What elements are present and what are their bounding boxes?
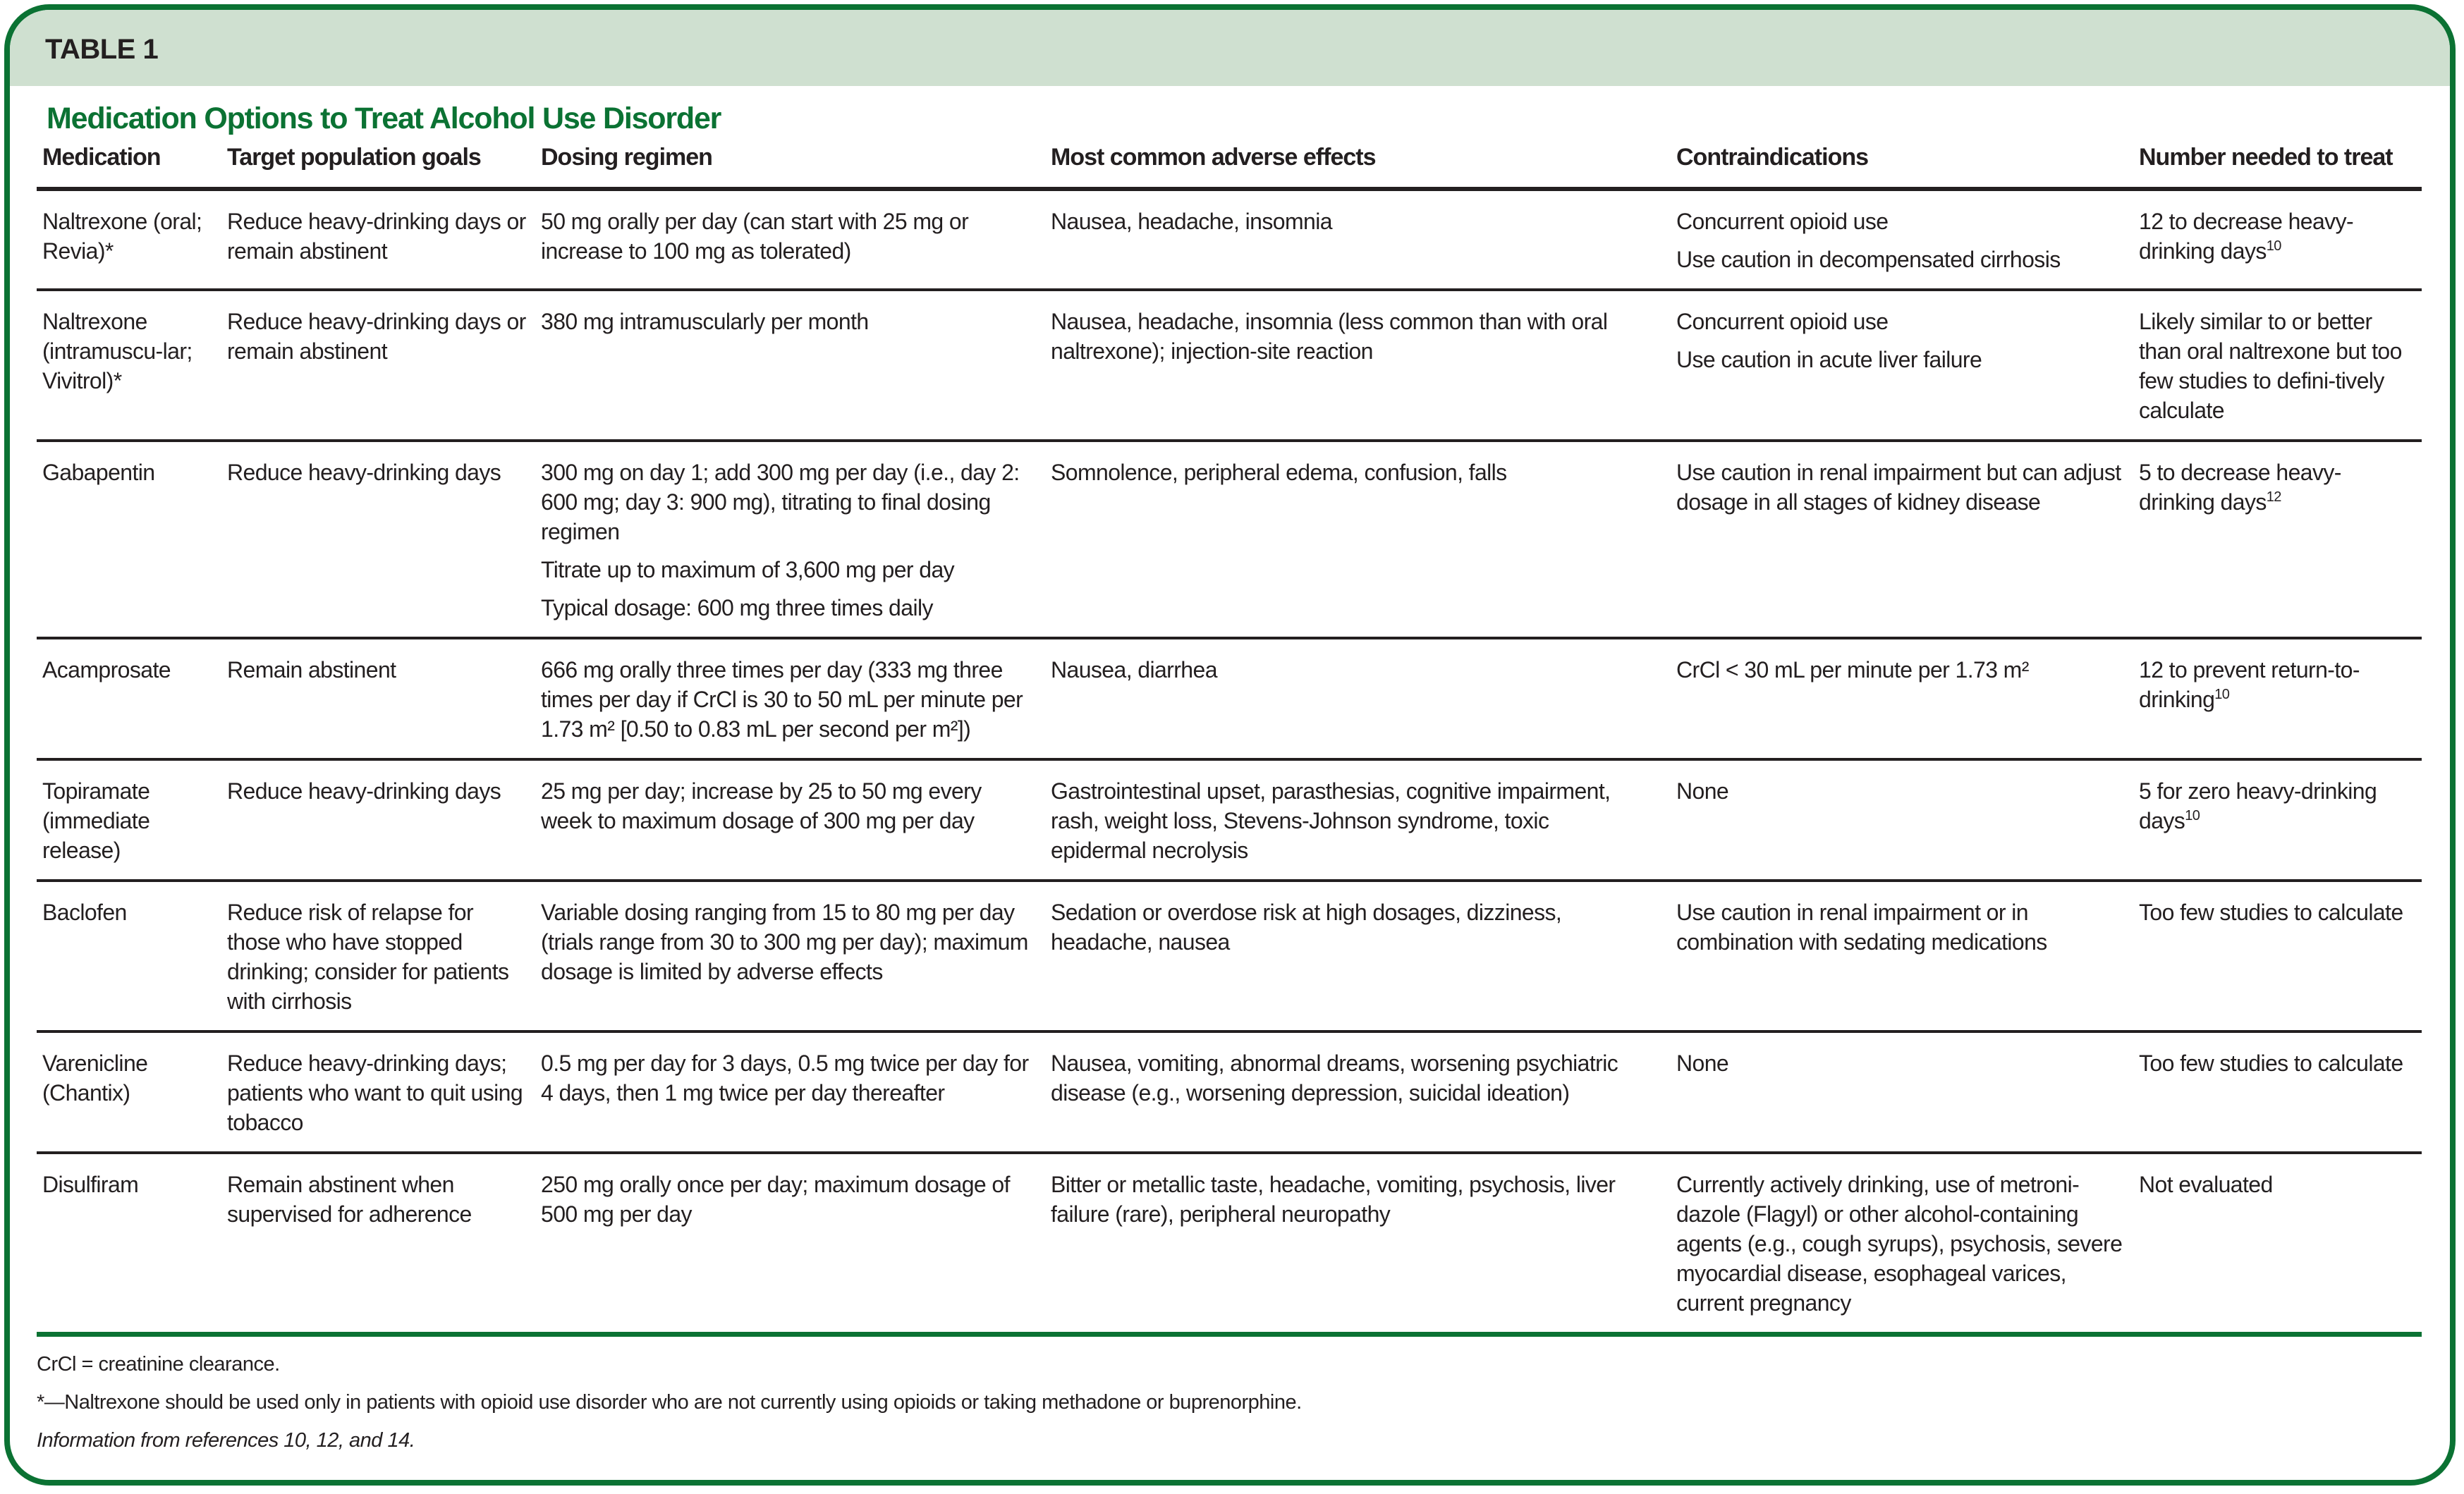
contraindication-item: Concurrent opioid use	[1676, 309, 1889, 334]
nnt-value	[2139, 900, 2403, 925]
nnt-value	[2139, 657, 2360, 712]
table-title: Medication Options to Treat Alcohol Use Disorder	[47, 102, 721, 135]
cell-medication	[37, 638, 221, 759]
cell-medication	[37, 881, 221, 1031]
dosing-paragraph: Variable dosing ranging from 15 to 80 mg per day (trials range from 30 to 300 mg per day); maximum dosage is limited by adverse effects	[541, 900, 1028, 984]
adverse-effects: Nausea, diarrhea	[1051, 657, 1217, 682]
cell-target	[221, 881, 535, 1031]
nnt-text: Too few studies to calculate	[2139, 1051, 2403, 1076]
footnote-abbrev: CrCl = creatinine clearance.	[37, 1353, 280, 1376]
dosing-paragraph: 25 mg per day; increase by 25 to 50 mg every week to maximum dosage of 300 mg per day	[541, 778, 982, 833]
cell-target	[221, 189, 535, 290]
nnt-value	[2139, 778, 2377, 833]
cell-nnt	[2133, 759, 2422, 881]
nnt-text: 5 for zero heavy-drinking days	[2139, 778, 2377, 833]
table-row	[37, 1031, 2422, 1153]
cell-adverse	[1045, 638, 1634, 759]
cell-target	[221, 290, 535, 441]
nnt-text: Not evaluated	[2139, 1172, 2273, 1197]
cell-dosing	[535, 881, 1045, 1031]
cell-medication	[37, 759, 221, 881]
dosing-paragraph: Titrate up to maximum of 3,600 mg per day	[541, 557, 955, 582]
footnote-source: Information from references 10, 12, and 14.	[37, 1429, 415, 1452]
reference-superscript: 12	[2266, 489, 2281, 505]
footnote-asterisk: *—Naltrexone should be used only in patients with opioid use disorder who are not currently using opioids or taking methadone or buprenorphine.	[37, 1391, 1302, 1414]
medication-name: Gabapentin	[42, 460, 155, 485]
contraindication-item: Use caution in renal impairment but can adjust dosage in all stages of kidney disease	[1676, 460, 2121, 515]
cell-nnt	[2133, 638, 2422, 759]
cell-adverse	[1045, 759, 1634, 881]
table-row	[37, 638, 2422, 759]
nnt-value	[2139, 1172, 2273, 1197]
target-goal: Reduce heavy-drinking days; patients who want to quit using tobacco	[227, 1051, 523, 1135]
cell-target	[221, 759, 535, 881]
contraindication-item: Concurrent opioid use	[1676, 209, 1889, 234]
medication-name: Disulfiram	[42, 1172, 139, 1197]
adverse-effects: Nausea, headache, insomnia	[1051, 209, 1332, 234]
target-goal: Remain abstinent when supervised for adherence	[227, 1172, 472, 1227]
adverse-effects: Bitter or metallic taste, headache, vomiting, psychosis, liver failure (rare), peripheral neuropathy	[1051, 1172, 1616, 1227]
cell-dosing	[535, 441, 1045, 638]
cell-nnt	[2133, 881, 2422, 1031]
cell-dosing	[535, 759, 1045, 881]
contraindication-item: None	[1676, 778, 1729, 804]
nnt-text: 12 to prevent return-to-drinking	[2139, 657, 2360, 712]
medication-name: Naltrexone (intramuscu-lar; Vivitrol)*	[42, 309, 193, 393]
col-contraindications: Contraindications	[1634, 138, 2133, 189]
adverse-effects: Nausea, headache, insomnia (less common than with oral naltrexone); injection-site reaction	[1051, 309, 1608, 364]
cell-target	[221, 638, 535, 759]
reference-superscript: 10	[2266, 238, 2281, 254]
footnotes	[37, 1352, 1302, 1467]
dosing-paragraph: 50 mg orally per day (can start with 25 mg or increase to 100 mg as tolerated)	[541, 209, 969, 264]
cell-adverse	[1045, 1153, 1634, 1335]
header-row	[37, 138, 2422, 189]
cell-target	[221, 1153, 535, 1335]
dosing-paragraph: 0.5 mg per day for 3 days, 0.5 mg twice per day for 4 days, then 1 mg twice per day thereafter	[541, 1051, 1029, 1106]
dosing-paragraph: 250 mg orally once per day; maximum dosage of 500 mg per day	[541, 1172, 1010, 1227]
cell-dosing	[535, 290, 1045, 441]
nnt-value	[2139, 1051, 2403, 1076]
cell-nnt	[2133, 1153, 2422, 1335]
contraindication-item: CrCl < 30 mL per minute per 1.73 m²	[1676, 657, 2029, 682]
reference-superscript: 10	[2185, 808, 2200, 823]
cell-medication	[37, 189, 221, 290]
cell-contraindications	[1634, 638, 2133, 759]
target-goal: Reduce heavy-drinking days	[227, 460, 501, 485]
cell-contraindications	[1634, 290, 2133, 441]
cell-target	[221, 441, 535, 638]
cell-adverse	[1045, 881, 1634, 1031]
adverse-effects: Somnolence, peripheral edema, confusion, falls	[1051, 460, 1507, 485]
cell-nnt	[2133, 441, 2422, 638]
cell-dosing	[535, 1153, 1045, 1335]
cell-contraindications	[1634, 1153, 2133, 1335]
contraindication-item: None	[1676, 1051, 1729, 1076]
cell-nnt	[2133, 290, 2422, 441]
cell-target	[221, 1031, 535, 1153]
header-band	[10, 10, 2450, 86]
table-row	[37, 1153, 2422, 1335]
cell-medication	[37, 1031, 221, 1153]
cell-dosing	[535, 638, 1045, 759]
nnt-value	[2139, 309, 2402, 423]
col-adverse: Most common adverse effects	[1045, 138, 1634, 189]
nnt-text: Too few studies to calculate	[2139, 900, 2403, 925]
table-row	[37, 759, 2422, 881]
medication-table	[37, 138, 2422, 1337]
medication-name: Naltrexone (oral; Revia)*	[42, 209, 202, 264]
target-goal: Reduce heavy-drinking days or remain abstinent	[227, 309, 526, 364]
nnt-value	[2139, 460, 2341, 515]
cell-adverse	[1045, 1031, 1634, 1153]
medication-name: Acamprosate	[42, 657, 171, 682]
cell-nnt	[2133, 1031, 2422, 1153]
contraindication-item: Use caution in decompensated cirrhosis	[1676, 247, 2061, 272]
contraindication-item: Currently actively drinking, use of metroni-dazole (Flagyl) or other alcohol-containing agents (e.g., cough syrups), psychosis, severe myocardial disease, esophageal varices, current pregnancy	[1676, 1172, 2123, 1316]
target-goal: Remain abstinent	[227, 657, 396, 682]
target-goal: Reduce heavy-drinking days or remain abstinent	[227, 209, 526, 264]
nnt-text: 5 to decrease heavy-drinking days	[2139, 460, 2341, 515]
cell-contraindications	[1634, 759, 2133, 881]
medication-name: Baclofen	[42, 900, 127, 925]
cell-dosing	[535, 1031, 1045, 1153]
table-label: TABLE 1	[45, 34, 159, 65]
nnt-text: 12 to decrease heavy-drinking days	[2139, 209, 2354, 264]
cell-adverse	[1045, 290, 1634, 441]
table-row	[37, 290, 2422, 441]
adverse-effects: Sedation or overdose risk at high dosages, dizziness, headache, nausea	[1051, 900, 1562, 955]
cell-contraindications	[1634, 441, 2133, 638]
cell-contraindications	[1634, 1031, 2133, 1153]
nnt-text: Likely similar to or better than oral naltrexone but too few studies to defini-tively calculate	[2139, 309, 2402, 423]
adverse-effects: Nausea, vomiting, abnormal dreams, worsening psychiatric disease (e.g., worsening depression, suicidal ideation)	[1051, 1051, 1618, 1106]
dosing-paragraph: Typical dosage: 600 mg three times daily	[541, 595, 933, 620]
cell-medication	[37, 441, 221, 638]
medication-name: Topiramate (immediate release)	[42, 778, 150, 863]
dosing-paragraph: 300 mg on day 1; add 300 mg per day (i.e., day 2: 600 mg; day 3: 900 mg), titrating to final dosing regimen	[541, 460, 1020, 544]
adverse-effects: Gastrointestinal upset, parasthesias, cognitive impairment, rash, weight loss, Stevens-Johnson syndrome, toxic epidermal necrolysis	[1051, 778, 1611, 863]
table-row	[37, 189, 2422, 290]
cell-medication	[37, 290, 221, 441]
cell-contraindications	[1634, 881, 2133, 1031]
reference-superscript: 10	[2214, 687, 2230, 702]
cell-adverse	[1045, 189, 1634, 290]
nnt-value	[2139, 209, 2353, 264]
col-nnt: Number needed to treat	[2133, 138, 2422, 189]
cell-dosing	[535, 189, 1045, 290]
target-goal: Reduce risk of relapse for those who have stopped drinking; consider for patients with cirrhosis	[227, 900, 509, 1014]
contraindication-item: Use caution in renal impairment or in combination with sedating medications	[1676, 900, 2047, 955]
col-dosing: Dosing regimen	[535, 138, 1045, 189]
contraindication-item: Use caution in acute liver failure	[1676, 347, 1982, 372]
cell-medication	[37, 1153, 221, 1335]
col-target: Target population goals	[221, 138, 535, 189]
table-row	[37, 881, 2422, 1031]
cell-nnt	[2133, 189, 2422, 290]
target-goal: Reduce heavy-drinking days	[227, 778, 501, 804]
medication-name: Varenicline (Chantix)	[42, 1051, 148, 1106]
cell-adverse	[1045, 441, 1634, 638]
dosing-paragraph: 666 mg orally three times per day (333 mg three times per day if CrCl is 30 to 50 mL per minute per 1.73 m² [0.50 to 0.83 mL per second per m²])	[541, 657, 1023, 742]
dosing-paragraph: 380 mg intramuscularly per month	[541, 309, 869, 334]
col-medication: Medication	[37, 138, 221, 189]
cell-contraindications	[1634, 189, 2133, 290]
table-row	[37, 441, 2422, 638]
